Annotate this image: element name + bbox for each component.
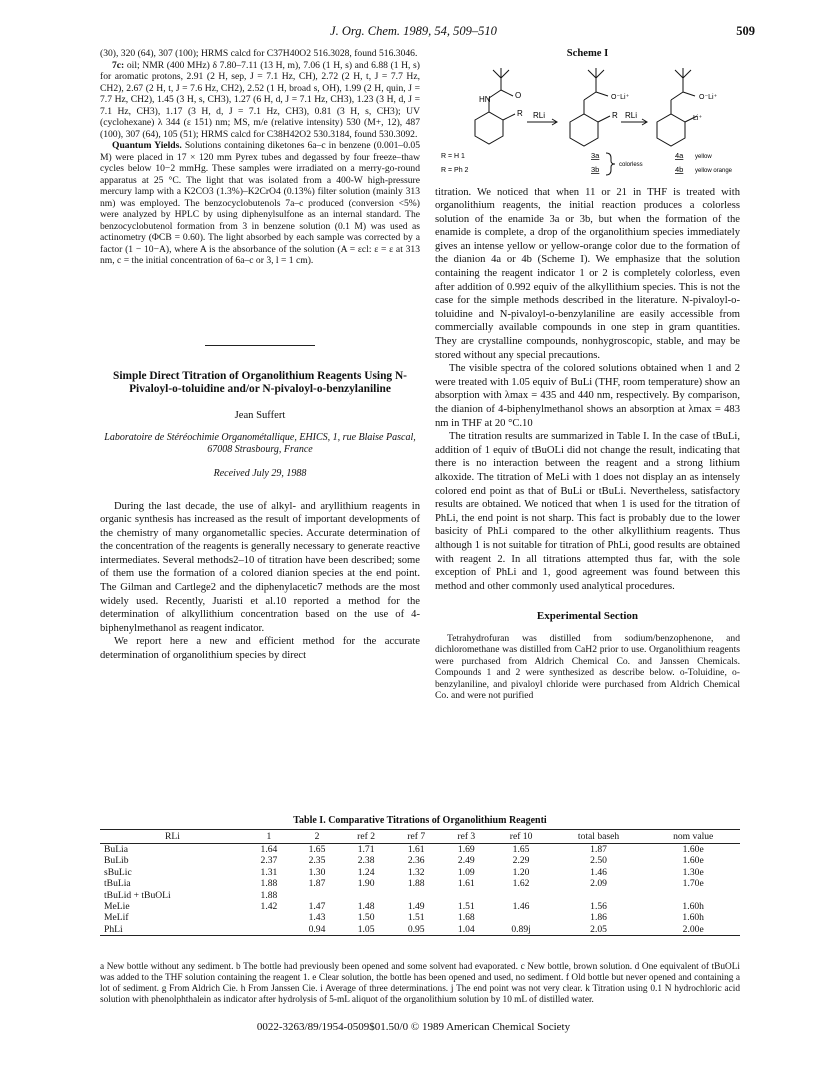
table-cell: 1.46 xyxy=(512,901,530,913)
prev-article-text-2 xyxy=(100,60,420,141)
table-caption: Table I. Comparative Titrations of Organolithium Reagenti xyxy=(293,815,547,826)
table-row xyxy=(100,867,740,878)
table-cell: 1.50 xyxy=(357,912,375,924)
table-cell: 1.05 xyxy=(341,924,391,936)
table-cell: 1.32 xyxy=(407,866,425,878)
table-cell: 0.89j xyxy=(491,924,550,936)
svg-text:R = H 1: R = H 1 xyxy=(441,152,465,160)
table-cell: 1.09 xyxy=(457,866,475,878)
table-cell: 1.48 xyxy=(357,901,375,913)
table-cell: 1.30e xyxy=(682,866,704,878)
table-cell: BuLib xyxy=(104,855,129,867)
article-intro xyxy=(100,500,420,663)
table-row xyxy=(100,844,740,856)
svg-text:R: R xyxy=(612,110,618,120)
table-cell: 1.87 xyxy=(590,844,607,855)
table-cell xyxy=(245,924,293,936)
table-1 xyxy=(100,815,740,936)
table-cell: MeLif xyxy=(104,912,129,924)
table-cell xyxy=(441,890,491,901)
table-row xyxy=(100,901,740,912)
article-body-right xyxy=(435,186,740,594)
table-cell: 1.42 xyxy=(260,901,278,913)
svg-text:O⁻Li⁺: O⁻Li⁺ xyxy=(699,93,718,101)
table-cell xyxy=(551,890,647,901)
svg-text:yellow: yellow xyxy=(695,153,712,160)
table-row xyxy=(100,878,740,889)
table-cell: 2.38 xyxy=(357,855,375,867)
svg-text:colorless: colorless xyxy=(619,161,643,168)
table-cell: 2.00e xyxy=(646,924,740,936)
table-row xyxy=(100,855,740,866)
experimental-paragraph: Tetrahydrofuran was distilled from sodium/benzophenone, and dichloromethane was distilled from CaH2 prior to use. Organolithium reagents were purchased from Aldrich Chemical Co. and Janssen Chemicals. Compounds 1 and 2 were synthesized as describe below. o-Toluidine, o-benzylaniline, and pivaloyl chloride were purchased from Aldrich Chemical Co. and were not purified xyxy=(435,632,740,702)
table-cell: 1.60h xyxy=(682,912,704,924)
titration-table xyxy=(100,829,740,936)
table-cell: 1.65 xyxy=(512,844,530,855)
body-paragraph-1: titration. We noticed that when 11 or 21 in THF is treated with organolithium reagents, the initial reaction produces a colorless solution of the enamide 3a or 3b, but when the formation of the enamide is complete, a drop of the organolithium species immediately gives an intense yellow or yellow-orange color due to the formation of the dianion 4a or 4b (Scheme I). We emphasize that the solution containing the reagent indicator 1 or 2 is completely colorless, even after addition of 0.992 equiv of the alkyllithium species. This is not the case for the simple methods described in the literature. N-pivaloyl-o-toluidine and N-pivaloyl-o-benzylaniline are easily accessible from commercially available compounds in one step in gram quantities. They are crystalline compounds, nonhygroscopic, stable, and may be stored without any special precautions. xyxy=(435,186,740,361)
table-cell: 1.61 xyxy=(407,844,425,855)
author-affiliation: Laboratoire de Stéréochimie Organométallique, EHICS, 1, rue Blaise Pascal, 67008 Strasbourg, France xyxy=(104,432,416,455)
table-header-cell: ref 10 xyxy=(491,830,550,844)
svg-text:RLi: RLi xyxy=(533,110,546,120)
table-cell: MeLie xyxy=(104,901,130,913)
running-header xyxy=(70,24,757,44)
article-divider xyxy=(205,345,315,346)
prev-article-text-1: (30), 320 (64), 307 (100); HRMS calcd for C37H40O2 516.3028, found 516.3046. xyxy=(100,48,418,59)
received-date: Received July 29, 1988 xyxy=(213,468,307,479)
svg-text:Li⁺: Li⁺ xyxy=(693,114,703,122)
svg-text:4a: 4a xyxy=(675,150,684,160)
intro-paragraph-1: During the last decade, the use of alkyl- and aryllithium reagents in organic synthesis has increased as the result of important developments of the chemistry of many organometallic species. Accurate determination of the concentration of the reagents is generally necessary to generate reactive intermediates. Several methods2–10 of titration have been described; some of them use the formation of a colored dianion species at the end point. The Gilman and Cartlege2 and the diphenylacetic7 methods are the most widely used. Recently, Juaristi et al.10 reported a method for the determination of alkyllithium concentration based on the use of 4-biphenylmethanol as reagent indicator. xyxy=(100,500,420,634)
table-cell: tBuLid + tBuOLi xyxy=(104,889,171,901)
table-cell: 0.95 xyxy=(391,924,441,936)
table-cell: 1.31 xyxy=(260,866,278,878)
table-cell xyxy=(293,890,341,901)
table-footnotes: a New bottle without any sediment. b The bottle had previously been opened and some solvent had evaporated. c New bottle, brown solution. d One equivalent of tBuOLi was added to the THF solution containing the reagent 1. e Clear solution, the bottle has been opened and used, no sediment. f Old bottle but never opened and containing a lot of sediment. g From Aldrich Cie. h From Janssen Cie. i Average of three determinations. j The end point was not very clear. k Titration using 0.1 N hydrochloric acid solution with phenolphthalein as indicator after hydrolysis of 5-mL aliquot of the organolithium solution by 10 mL of distilled water. xyxy=(100,962,740,1005)
table-cell: 1.56 xyxy=(590,901,607,913)
article-author: Jean Suffert xyxy=(234,409,286,421)
table-header-cell: nom value xyxy=(646,830,740,844)
quantum-yields-text: Solutions containing diketones 6a–c in benzene (0.001–0.05 M) were placed in 17 × 120 mm Pyrex tubes and degassed by four freeze–thaw cycles below 10−2 mmHg. These samples were irradiated on a merry-go-round apparatus at 25 °C. The light that was isolated from a 400-W high-pressure mercury lamp with a K2CO3 (1.3%)–K2CrO4 (0.13%) filter solution (mainly 313 nm) was employed. The benzocyclobutenols 7a–c produced (conversion <5%) were analyzed by HPLC by using diphenylsulfone as an internal standard. The benzocyclobutenol formation from 3 in benzene solution (0.1 M) was used as actinometry (ΦCB = 0.60). The light absorbed by each sample was corrected by a factor (1 − 10−A), where A is the absorbance of the solution (A = εcl: ε = ε at 313 nm, c = the initial concentration of 6a–c or 3, l = 1 cm). xyxy=(100,140,421,266)
table-cell xyxy=(646,890,740,901)
table-header-cell: ref 2 xyxy=(341,830,391,844)
table-cell: sBuLic xyxy=(104,866,132,878)
svg-text:R: R xyxy=(517,108,523,118)
table-cell: 1.04 xyxy=(441,924,491,936)
table-header-cell: 2 xyxy=(293,830,341,844)
body-paragraph-2: The visible spectra of the colored solutions obtained when 1 and 2 were treated with 1.05 equiv of BuLi (THF, room temperature) show an absorption with λmax = 435 and 440 nm, respectively. By comparison, the dianion of 4-biphenylmethanol shows an absorption at λmax = 483 nm in THF at 20 °C.10 xyxy=(435,363,740,429)
svg-text:O: O xyxy=(515,90,522,100)
scheme-title: Scheme I xyxy=(566,48,609,59)
table-body xyxy=(100,844,740,936)
page-number: 509 xyxy=(736,24,755,38)
scheme-structures xyxy=(435,62,740,180)
experimental-section-title: Experimental Section xyxy=(536,610,639,623)
table-cell: 1.88 xyxy=(407,878,425,890)
table-cell: tBuLia xyxy=(104,878,131,890)
svg-text:R = Ph 2: R = Ph 2 xyxy=(441,166,469,174)
table-cell: 1.60e xyxy=(682,855,704,867)
table-cell: 2.49 xyxy=(457,855,475,867)
svg-text:3b: 3b xyxy=(591,164,600,174)
table-cell: 1.20 xyxy=(512,866,530,878)
table-cell: 1.30 xyxy=(308,866,326,878)
table-cell: 1.49 xyxy=(407,901,425,913)
table-cell: 2.05 xyxy=(551,924,647,936)
article-title: Simple Direct Titration of Organolithium Reagents Using N-Pivaloyl-o-toluidine and/or N-pivaloyl-o-benzylaniline xyxy=(113,369,407,395)
table-row xyxy=(100,912,740,923)
table-cell: 1.64 xyxy=(260,844,278,855)
svg-text:O⁻Li⁺: O⁻Li⁺ xyxy=(611,93,630,101)
table-cell: 1.90 xyxy=(357,878,375,890)
table-cell: 1.62 xyxy=(512,878,530,890)
table-cell: 2.37 xyxy=(260,855,278,867)
journal-citation: J. Org. Chem. 1989, 54, 509–510 xyxy=(330,24,497,38)
quantum-yields-label: Quantum Yields. xyxy=(112,140,182,151)
left-column xyxy=(100,48,420,663)
table-cell: 1.60h xyxy=(682,901,704,913)
table-header-row xyxy=(100,830,740,844)
table-row xyxy=(100,890,740,901)
svg-text:RLi: RLi xyxy=(625,110,638,120)
table-cell: 1.68 xyxy=(457,912,475,924)
table-row xyxy=(100,924,740,936)
table-cell: 1.71 xyxy=(357,844,375,855)
table-cell xyxy=(391,890,441,901)
table-cell xyxy=(491,890,550,901)
table-header-cell: RLi xyxy=(100,830,245,844)
compound-7c-data: oil; NMR (400 MHz) δ 7.80–7.11 (13 H, m), 7.06 (1 H, s) and 6.88 (1 H, s) for aromatic protons, 2.91 (2 H, sep, J = 7.1 Hz, CH), 2.72 (2 H, t, J = 7.7 Hz, CH2), 2.67 (2 H, t, J = 7.6 Hz, CH2), 2.52 (1 H, broad s, OH), 1.99 (2 H, quin, J = 7.7 Hz, CH2), 1.45 (3 H, s, CH3), 1.27 (6 H, d, J = 7.1 Hz, CH3), 1.23 (3 H, d, J = 7.1 Hz, CH3), 1.17 (3 H, d, J = 7.1 Hz, CH3), 0.81 (3 H, s, CH3); UV (cyclohexane) λ 344 (ε 151) nm; MS, m/e (relative intensity) 530 (M+, 12), 487 (100), 307 (64), 105 (51); HRMS calcd for C38H42O2 530.3184, found 530.3092. xyxy=(100,59,420,140)
table-cell: BuLia xyxy=(104,844,128,855)
table-cell: 2.50 xyxy=(590,855,607,867)
table-cell xyxy=(491,912,550,923)
table-cell: 1.61 xyxy=(457,878,475,890)
scheme-figure xyxy=(435,62,740,180)
table-cell: 1.70e xyxy=(682,878,704,890)
table-header-cell: 1 xyxy=(245,830,293,844)
table-cell: 1.51 xyxy=(457,901,475,913)
table-cell: 1.88 xyxy=(260,878,278,890)
svg-text:4b: 4b xyxy=(675,164,684,174)
table-cell: 1.47 xyxy=(308,901,326,913)
table-cell: 2.35 xyxy=(308,855,326,867)
table-cell: 2.09 xyxy=(590,878,607,890)
table-header-cell: ref 3 xyxy=(441,830,491,844)
table-cell: 1.87 xyxy=(308,878,326,890)
table-cell xyxy=(341,890,391,901)
table-cell: 1.43 xyxy=(308,912,326,924)
table-cell: 1.46 xyxy=(590,866,607,878)
svg-text:yellow orange: yellow orange xyxy=(695,167,733,174)
body-paragraph-3: The titration results are summarized in Table I. In the case of tBuLi, addition of 1 equiv of tBuOLi did not change the result, indicating that there is no interaction between the reagent and a strong lithium alkoxide. The titration of MeLi with 1 does not display an as intensely colored end point as that of BuLi or tBuLi. Nevertheless, satisfactory results are obtained. We noticed that when 1 is used for the titration of PhLi, the end point is not sharp. This fact is probably due to the lower basicity of PhLi compared to the other alkyllithium reagents. Thus although 1 is not suitable for titration of PhLi, good results are obtained with reagent 2. In all titrations attempted thus far, with the sole exception of PhLi and 1, good agreement was found between this method and other commonly used analytical procedures. xyxy=(435,431,740,592)
table-cell: 1.88 xyxy=(260,889,278,901)
table-cell: 1.69 xyxy=(457,844,475,855)
compound-label-7c: 7c: xyxy=(112,59,125,71)
table-cell: 0.94 xyxy=(293,924,341,936)
table-cell: 1.51 xyxy=(407,912,425,924)
table-cell: 1.86 xyxy=(590,912,607,924)
table-cell: 1.60e xyxy=(682,844,704,855)
right-column xyxy=(435,48,740,702)
table-cell: 1.65 xyxy=(308,844,326,855)
prev-article-text-3 xyxy=(100,140,420,267)
svg-text:3a: 3a xyxy=(591,150,600,160)
table-header-cell: total baseh xyxy=(551,830,647,844)
svg-text:HN: HN xyxy=(479,94,491,104)
table-cell: 1.24 xyxy=(357,866,375,878)
table-cell: PhLi xyxy=(100,924,245,936)
table-header-cell: ref 7 xyxy=(391,830,441,844)
table-cell xyxy=(245,912,293,923)
table-cell: 2.29 xyxy=(512,855,530,867)
page-footer: 0022-3263/89/1954-0509$01.50/0 © 1989 American Chemical Society xyxy=(256,1021,571,1033)
intro-paragraph-2: We report here a new and efficient method for the accurate determination of organolithium species by direct xyxy=(100,636,420,662)
table-cell: 2.36 xyxy=(407,855,425,867)
